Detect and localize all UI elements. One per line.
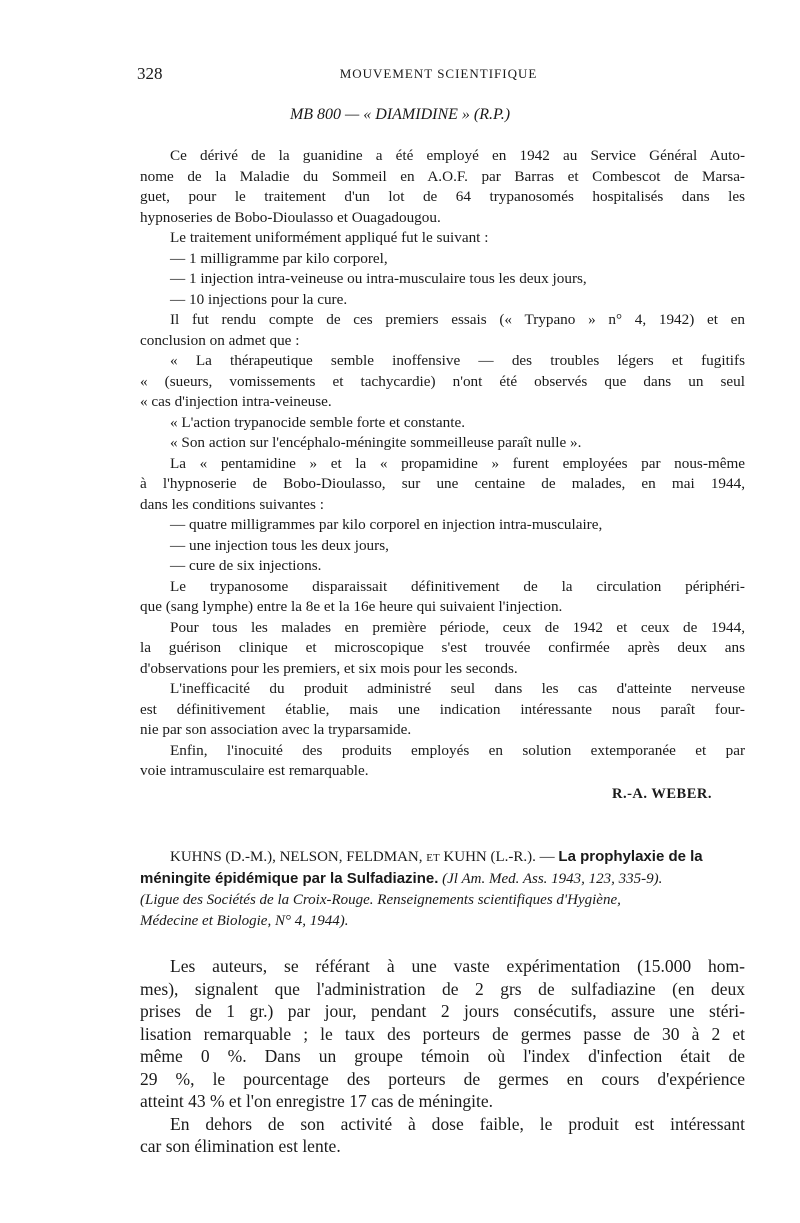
text-line: lisation remarquable ; le taux des porteurs de germes passe de 30 à 2 et [140, 1023, 745, 1044]
text-line: Pour tous les malades en première période, ceux de 1942 et ceux de 1944, [170, 618, 745, 636]
citation-source: Médecine et Biologie, N° 4, 1944). [140, 913, 349, 929]
text-line: Il fut rendu compte de ces premiers essais (« Trypano » n° 4, 1942) et en [170, 311, 745, 328]
quote-line: « Son action sur l'encéphalo-méningite sommeilleuse paraît nulle ». [170, 434, 582, 451]
text-line: nie par son association avec la tryparsamide. [140, 721, 412, 738]
text-line: dans les conditions suivantes : [140, 495, 324, 513]
page-header [137, 64, 740, 88]
text-line: Ce dérivé de la guanidine a été employé en 1942 au Service Général Auto- [170, 147, 745, 164]
citation-title: La prophylaxie de la [558, 848, 703, 865]
text-line: conclusion on admet que : [140, 331, 300, 349]
text-line: voie intramusculaire est remarquable. [140, 762, 369, 779]
text-line: est définitivement établie, mais une indication intéressante nous paraît four- [140, 700, 745, 718]
quote-line: « (sueurs, vomissements et tachycardie) n'ont été observés que dans un seul [140, 372, 745, 390]
text-line: Enfin, l'inocuité des produits employés en solution extemporanée et par [170, 741, 745, 759]
citation-journal: (Jl Am. Med. Ass. 1943, 123, 335-9). [442, 871, 663, 887]
text-line: En dehors de son activité à dose faible, le produit est intéressant [170, 1113, 745, 1134]
list-item: — cure de six injections. [170, 557, 322, 574]
text-line: Le traitement uniformément appliqué fut le suivant : [170, 229, 489, 246]
citation-line [140, 868, 745, 890]
text-line: hypnoseries de Bobo-Dioulasso et Ouagadougou. [140, 208, 441, 226]
list-item: — quatre milligrammes par kilo corporel en injection intra-musculaire, [170, 516, 603, 533]
text-line: Le trypanosome disparaissait définitivement de la circulation périphéri- [170, 577, 745, 595]
quote-line: « cas d'injection intra-veineuse. [140, 393, 332, 410]
page-number: 328 [137, 64, 163, 83]
text-line: La « pentamidine » et la « propamidine » furent employées par nous-même [170, 454, 745, 472]
text-line: même 0 %. Dans un groupe témoin où l'index d'infection était de [140, 1046, 745, 1066]
text-line: mes), signalent que l'administration de 2 grs de sulfadiazine (en deux [140, 978, 745, 999]
text-line: L'inefficacité du produit administré seul dans les cas d'atteinte nerveuse [170, 680, 745, 697]
text-line: d'observations pour les premiers, et six mois pour les seconds. [140, 659, 518, 677]
text-line: atteint 43 % et l'on enregistre 17 cas de méningite. [140, 1091, 494, 1111]
article-diamidine-body [140, 146, 745, 782]
text-line: à l'hypnoserie de Bobo-Dioulasso, sur une centaine de malades, en mai 1944, [140, 475, 745, 492]
text-line: la guérison clinique et microscopique s'est trouvée confirmée après deux ans [140, 639, 745, 656]
list-item: — 10 injections pour la cure. [170, 290, 348, 308]
text-line: guet, pour le traitement d'un lot de 64 trypanosomés hospitalisés dans les [140, 188, 745, 205]
citation-source: (Ligue des Sociétés de la Croix-Rouge. Renseignements scientifiques d'Hygiène, [140, 892, 621, 908]
running-title: MOUVEMENT SCIENTIFIQUE [339, 66, 538, 81]
citation-line [140, 846, 745, 868]
author-signature: R.-A. WEBER. [612, 786, 712, 802]
text-line: prises de 1 gr.) par jour, pendant 2 jours consécutifs, assure une stéri- [140, 1001, 745, 1021]
text-line: 29 %, le pourcentage des porteurs de germes en cours d'expérience [140, 1068, 745, 1089]
citation-authors: KUHNS (D.-M.), NELSON, FELDMAN, et KUHN (L.-R.). — [170, 849, 555, 865]
quote-line: « L'action trypanocide semble forte et constante. [170, 413, 465, 431]
text-line: nome de la Maladie du Sommeil en A.O.F. par Barras et Combescot de Marsa- [140, 167, 745, 185]
text-line: car son élimination est lente. [140, 1136, 341, 1156]
citation-title: méningite épidémique par la Sulfadiazine. [140, 870, 439, 887]
section-title: MB 800 — « DIAMIDINE » (R.P.) [289, 106, 511, 123]
list-item: — 1 injection intra-veineuse ou intra-musculaire tous les deux jours, [170, 270, 587, 287]
list-item: — une injection tous les deux jours, [170, 536, 389, 554]
article-citation [140, 846, 745, 932]
list-item: — 1 milligramme par kilo corporel, [170, 249, 388, 267]
quote-line: « La thérapeutique semble inoffensive — des troubles légers et fugitifs [170, 352, 745, 369]
article-sulfadiazine-body [140, 955, 745, 1158]
text-line: que (sang lymphe) entre la 8e et la 16e heure qui suivaient l'injection. [140, 598, 563, 615]
text-line: Les auteurs, se référant à une vaste expérimentation (15.000 hom- [170, 956, 745, 976]
